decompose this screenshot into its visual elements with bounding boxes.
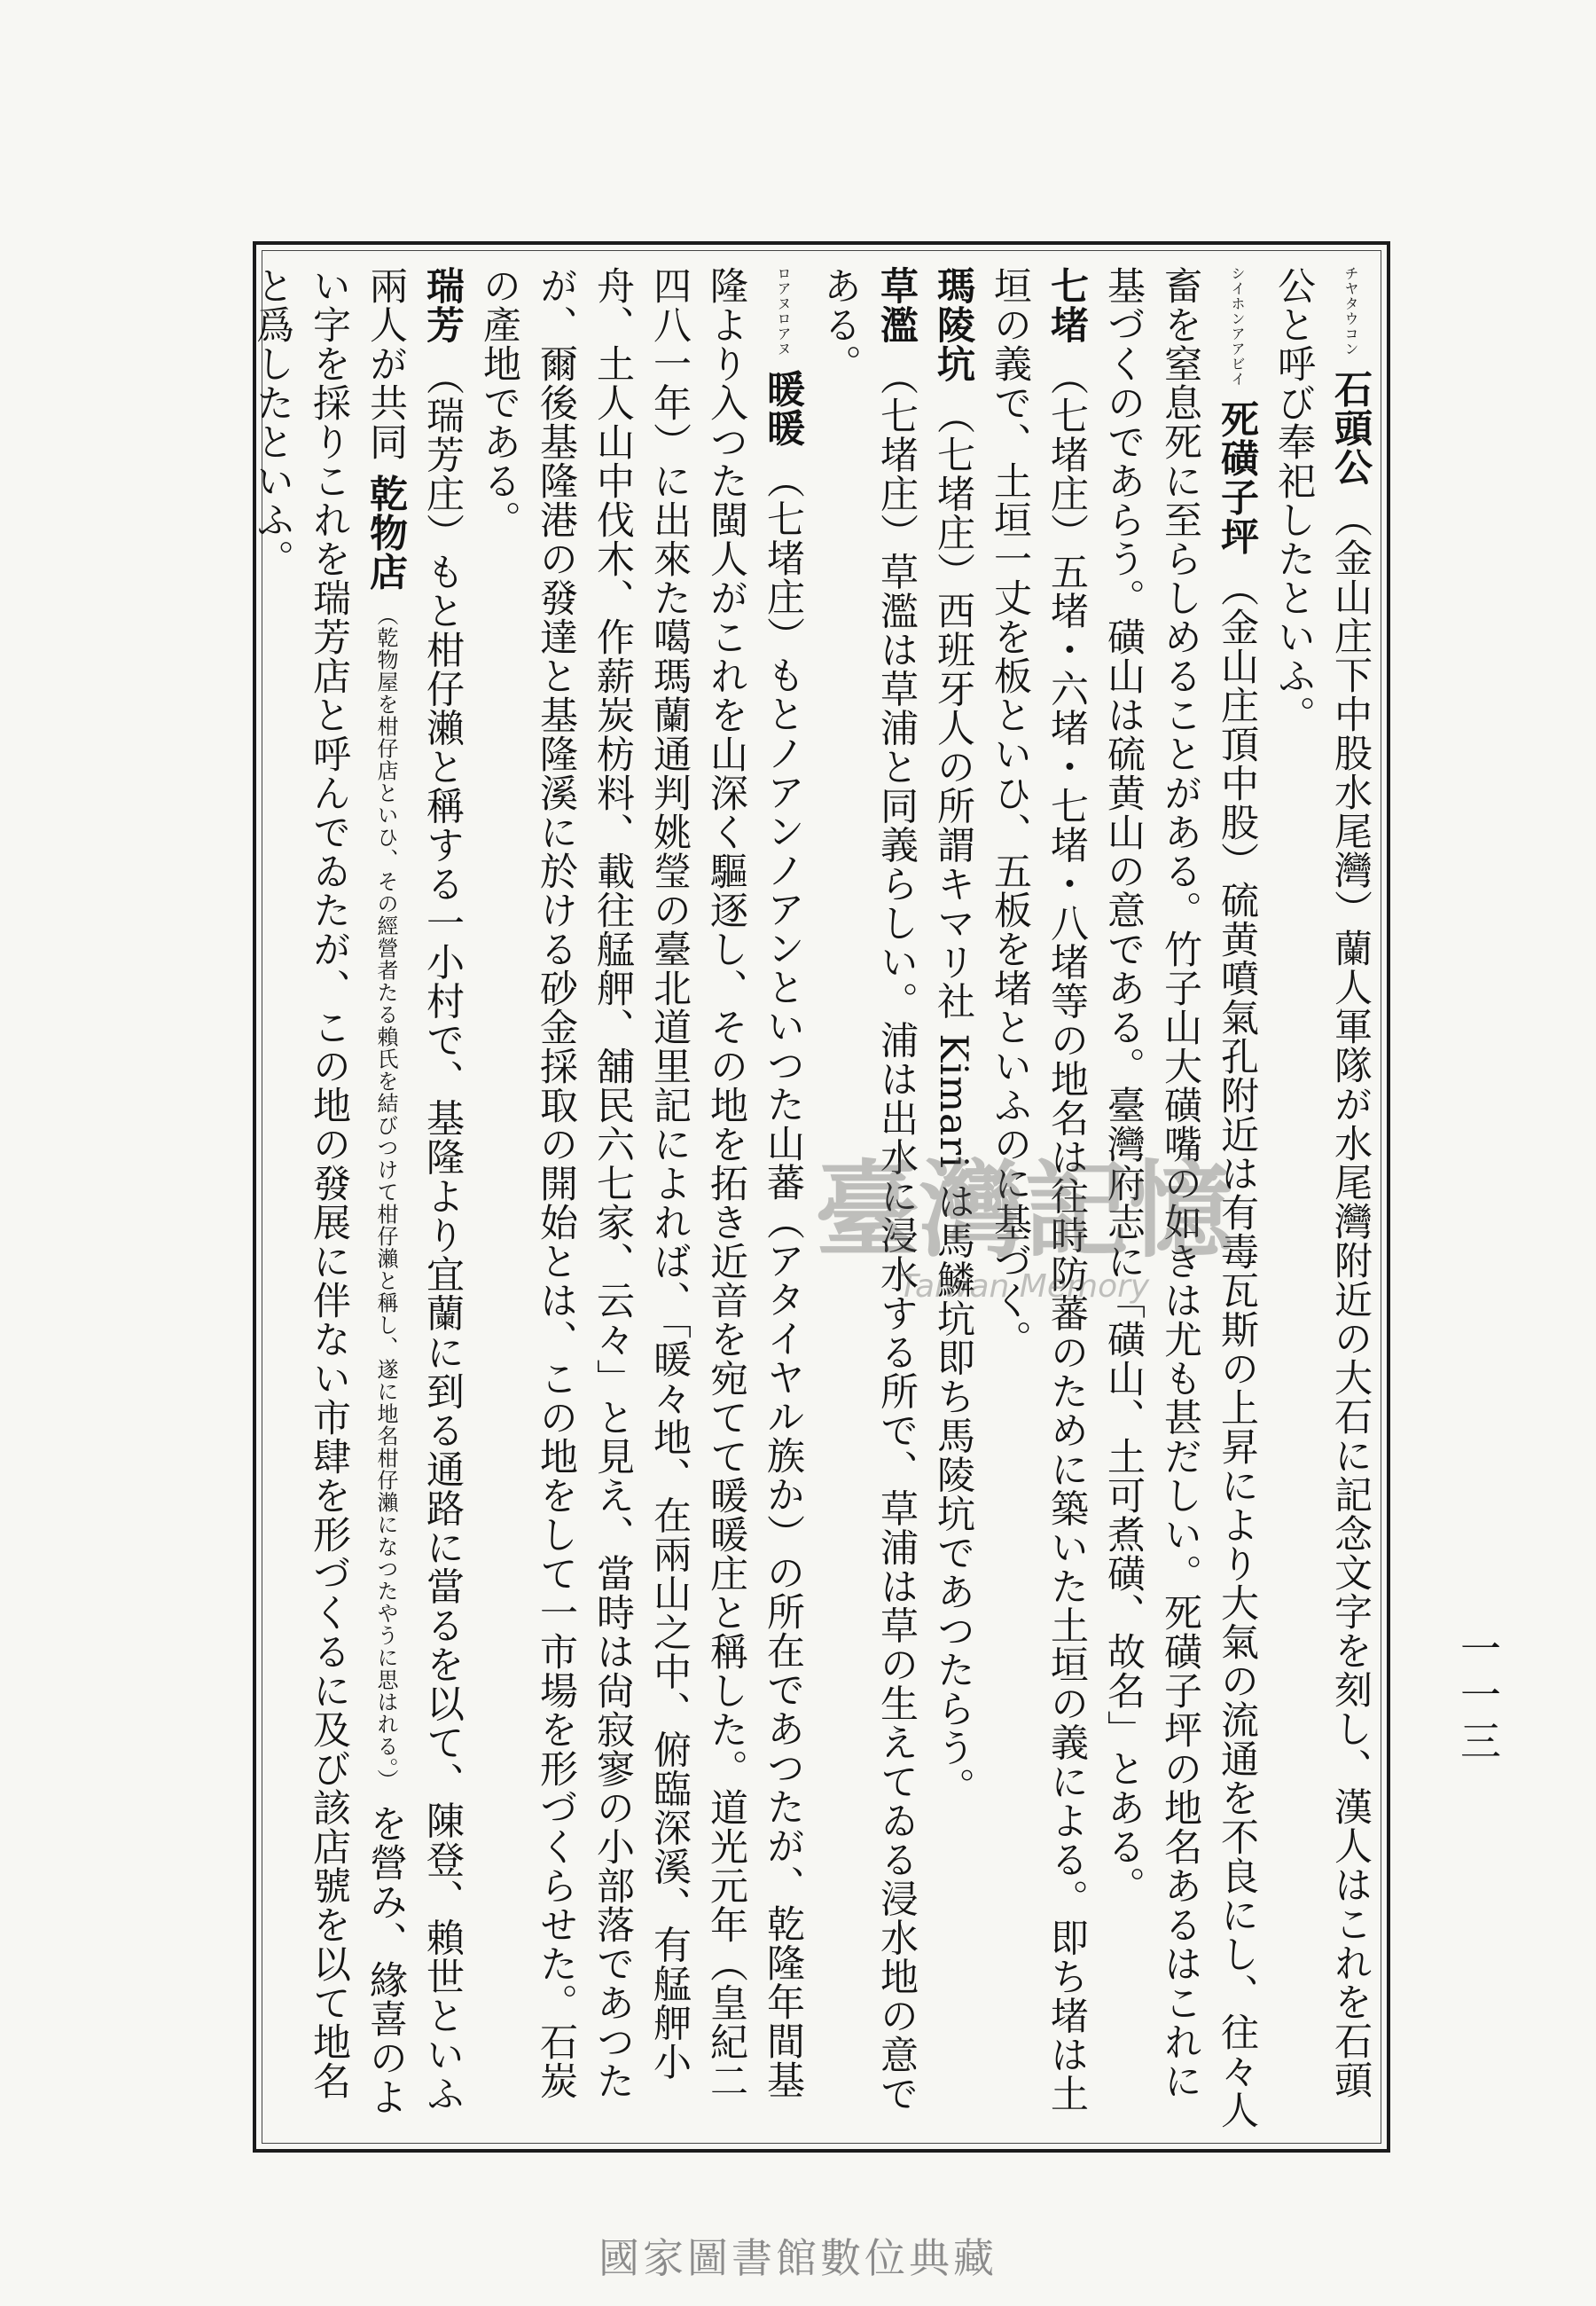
entry-heading: 石頭公: [1328, 369, 1373, 487]
entry-text: （金山庄頂中股）硫黄噴氣孔附近は有毒瓦斯の上昇により大氣の流通を不良にし、往々人畜を窒息死に至らしめることがある。竹子山大磺嘴の如きは尤も甚だしい。死磺子坪の地名あるはこれに基づくのであらう。磺山は硫黄山の意である。臺灣府志に「磺山、土可煮磺、故名」とある。: [1101, 266, 1259, 2130]
watermark-logo: [811, 1149, 1237, 1330]
entry-text: （金山庄下中股水尾灣）蘭人軍隊が水尾灣附近の大石に記念文字を刻し、漢人はこれを石頭公と呼び奉祀したといふ。: [1271, 266, 1373, 2100]
entry-text: （七堵庄）五堵・六堵・七堵・八堵等の地名は往時防蕃のために築いた土垣の義による。即ち堵は土垣の義で、土垣一丈を板といひ、五板を堵といふのに基づく。: [988, 266, 1089, 2114]
entry-text: （七堵庄）草濫は草浦と同義らしい。浦は出水に浸水する所で、草浦は草の生えてゐる浸水地の意である。: [818, 266, 919, 2114]
entry-zuihou: [244, 266, 471, 2133]
entry-ruby: チヤタウコン: [1342, 266, 1359, 357]
entry-heading: 暖暖: [761, 369, 805, 448]
entry-annotation: （乾物屋を柑仔店といひ、その經營者たる賴氏を結びつけて柑仔瀨と稱し、遂に地名柑仔瀨になつたやうに思はれる。）: [373, 604, 398, 1792]
entry-heading: 瑪陵坑: [931, 266, 975, 383]
watermark-english: Taiwan Memory: [898, 1268, 1150, 1305]
entry-inline-term: 乾物店: [364, 474, 408, 592]
entry-heading: 瑞芳: [420, 266, 465, 344]
entry-text: （七堵庄）西班牙人の所謂キマリ社 Kimari は馬鱗坑即ち馬陵坑であつたらう。: [931, 396, 975, 1807]
entry-sekitoukou: [1265, 266, 1379, 2133]
entry-text: （瑞芳庄）もと柑仔瀨と稱する一小村で、基隆より宜蘭に到る通路に當るを以て、陳登、賴世といふ兩人が共同: [364, 266, 465, 2114]
entry-text: （七堵庄）もとノアンノアンといつた山蕃（アタイヤル族か）の所在であつたが、乾隆年間基隆より入つた閩人がこれを山深く驅逐し、その地を拓き近音を宛てて暖暖庄と稱した。道光元年（皇紀二四八一年）に出來た噶瑪蘭通判姚瑩の臺北道里記によれば、「暖々地、在兩山之中、俯臨深溪、有艋舺小舟、土人山中伐木、作薪炭枋料、載往艋舺、舖民六七家、云々」と見え、當時は尙寂寥の小部落であつたが、爾後基隆港の發達と基隆溪に於ける砂金採取の開始とは、この地をして一市場を形づくらせた。石炭の產地である。: [477, 266, 805, 2100]
entry-ruby: シイホンアアビイ: [1229, 266, 1246, 387]
entry-text-continued: を營み、緣喜のよい字を採りこれを瑞芳店と呼んでゐたが、この地の發展に伴ない市肆を形づくるに及び該店號を以て地名と爲したといふ。: [250, 266, 408, 2117]
entry-dandan: [471, 266, 811, 2133]
entry-ruby: ロアヌロアヌ: [775, 266, 792, 357]
page-number: 一一三: [1454, 1628, 1502, 1766]
watermark-chinese: 臺灣記憶: [814, 1149, 1233, 1272]
entry-heading: 死磺子坪: [1215, 399, 1259, 556]
entry-heading: 草濫: [874, 266, 919, 344]
footer-archive-label: 國家圖書館數位典藏: [598, 2234, 998, 2282]
entry-heading: 七堵: [1044, 266, 1089, 344]
